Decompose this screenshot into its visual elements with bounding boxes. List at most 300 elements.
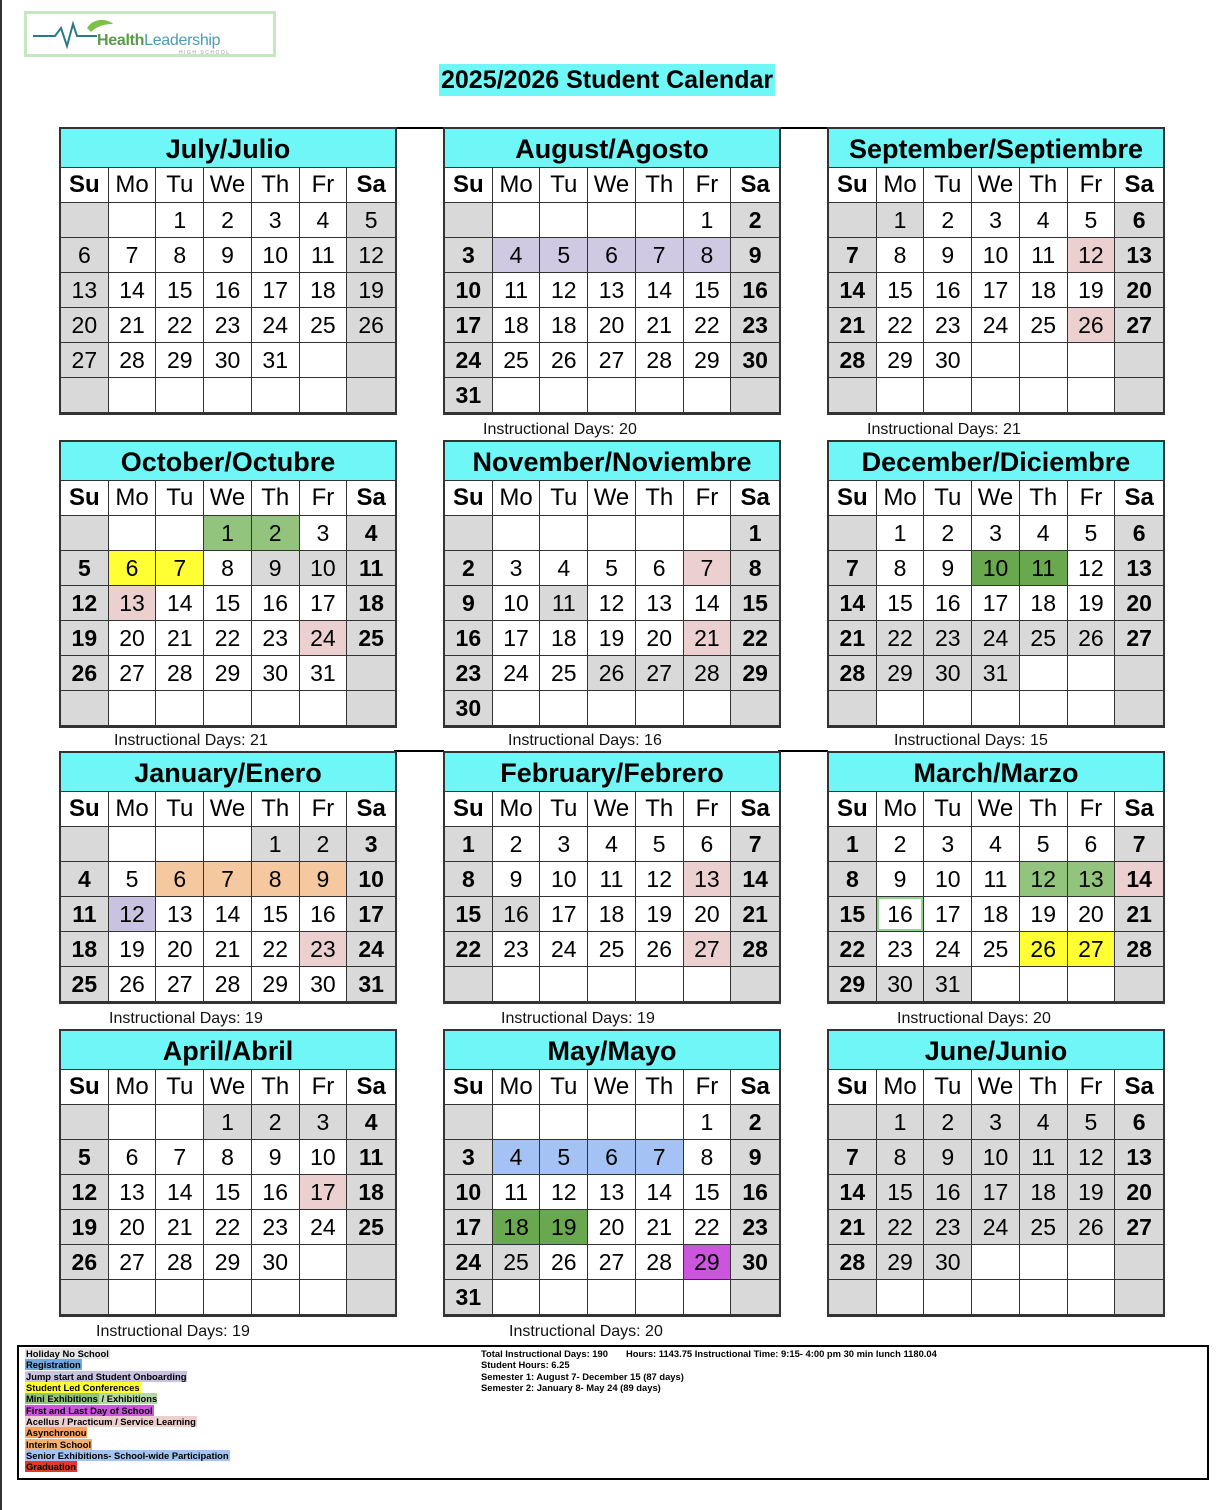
day-cell: 6 bbox=[588, 238, 636, 273]
day-cell: 15 bbox=[877, 586, 925, 621]
month-calendar bbox=[443, 751, 781, 1004]
day-cell: 24 bbox=[972, 621, 1020, 656]
empty-day-cell bbox=[684, 691, 732, 726]
legend-item-jumpstart bbox=[25, 1371, 230, 1382]
day-cell: 18 bbox=[347, 1175, 395, 1210]
day-cell: 18 bbox=[1020, 1175, 1068, 1210]
empty-day-cell bbox=[109, 827, 157, 862]
day-cell: 15 bbox=[204, 1175, 252, 1210]
day-cell: 28 bbox=[204, 967, 252, 1002]
empty-day-cell bbox=[347, 1245, 395, 1280]
day-cell: 25 bbox=[493, 343, 541, 378]
day-cell: 26 bbox=[347, 308, 395, 343]
day-cell: 4 bbox=[1020, 1105, 1068, 1140]
weekday-header: Sa bbox=[1115, 792, 1163, 827]
weekday-header: Su bbox=[445, 168, 493, 203]
day-cell: 16 bbox=[924, 1175, 972, 1210]
day-cell: 16 bbox=[731, 273, 779, 308]
month-calendar bbox=[827, 1029, 1165, 1317]
empty-day-cell bbox=[204, 691, 252, 726]
empty-day-cell bbox=[1020, 1245, 1068, 1280]
day-cell: 11 bbox=[972, 862, 1020, 897]
empty-day-cell bbox=[445, 1105, 493, 1140]
day-cell: 14 bbox=[829, 273, 877, 308]
month-day-grid bbox=[445, 481, 779, 726]
instructional-days-august: Instructional Days: 20 bbox=[483, 421, 637, 438]
weekday-header: Su bbox=[61, 1070, 109, 1105]
divider-line bbox=[778, 127, 828, 129]
day-cell: 22 bbox=[204, 621, 252, 656]
day-cell: 24 bbox=[445, 343, 493, 378]
empty-day-cell bbox=[829, 203, 877, 238]
day-cell: 4 bbox=[61, 862, 109, 897]
weekday-header: Sa bbox=[731, 168, 779, 203]
weekday-header: Su bbox=[829, 792, 877, 827]
month-calendar bbox=[827, 127, 1165, 415]
day-cell: 3 bbox=[300, 516, 348, 551]
empty-day-cell bbox=[972, 967, 1020, 1002]
weekday-header: Th bbox=[636, 792, 684, 827]
day-cell: 29 bbox=[252, 967, 300, 1002]
day-cell: 3 bbox=[972, 1105, 1020, 1140]
day-cell: 26 bbox=[61, 656, 109, 691]
empty-day-cell bbox=[1068, 1280, 1116, 1315]
day-cell: 27 bbox=[636, 656, 684, 691]
day-cell: 17 bbox=[300, 1175, 348, 1210]
day-cell: 21 bbox=[829, 621, 877, 656]
day-cell: 19 bbox=[109, 932, 157, 967]
empty-day-cell bbox=[252, 1280, 300, 1315]
weekday-header: Fr bbox=[684, 481, 732, 516]
empty-day-cell bbox=[829, 516, 877, 551]
weekday-header: Su bbox=[445, 481, 493, 516]
day-cell: 25 bbox=[347, 1210, 395, 1245]
day-cell: 3 bbox=[445, 1140, 493, 1175]
day-cell: 2 bbox=[924, 516, 972, 551]
logo-brand-health: Health bbox=[97, 32, 145, 49]
day-cell: 2 bbox=[924, 1105, 972, 1140]
weekday-header: Tu bbox=[156, 481, 204, 516]
legend-info bbox=[481, 1348, 937, 1394]
day-cell: 18 bbox=[540, 621, 588, 656]
month-day-grid bbox=[61, 1070, 395, 1315]
empty-day-cell bbox=[61, 378, 109, 413]
day-cell: 16 bbox=[204, 273, 252, 308]
day-cell: 25 bbox=[1020, 308, 1068, 343]
day-cell: 9 bbox=[877, 862, 925, 897]
empty-day-cell bbox=[540, 203, 588, 238]
day-cell: 5 bbox=[1020, 827, 1068, 862]
day-cell: 24 bbox=[300, 621, 348, 656]
weekday-header: Th bbox=[636, 1070, 684, 1105]
empty-day-cell bbox=[1068, 378, 1116, 413]
legend-item-senior-exhibitions bbox=[25, 1450, 230, 1461]
weekday-header: Fr bbox=[300, 1070, 348, 1105]
day-cell: 1 bbox=[684, 203, 732, 238]
weekday-header: Sa bbox=[347, 168, 395, 203]
legend-label: Interim School bbox=[26, 1438, 92, 1450]
weekday-header: Fr bbox=[1068, 792, 1116, 827]
day-cell: 23 bbox=[252, 1210, 300, 1245]
day-cell: 7 bbox=[684, 551, 732, 586]
month-title: May/Mayo bbox=[445, 1031, 779, 1070]
weekday-header: Th bbox=[636, 168, 684, 203]
day-cell: 26 bbox=[109, 967, 157, 1002]
day-cell: 13 bbox=[636, 586, 684, 621]
day-cell: 12 bbox=[109, 897, 157, 932]
empty-day-cell bbox=[540, 691, 588, 726]
day-cell: 20 bbox=[109, 1210, 157, 1245]
day-cell: 3 bbox=[924, 827, 972, 862]
day-cell: 26 bbox=[1068, 1210, 1116, 1245]
day-cell: 10 bbox=[972, 551, 1020, 586]
day-cell: 16 bbox=[924, 586, 972, 621]
day-cell: 6 bbox=[109, 551, 157, 586]
empty-day-cell bbox=[731, 1280, 779, 1315]
month-title: August/Agosto bbox=[445, 129, 779, 168]
day-cell: 1 bbox=[684, 1105, 732, 1140]
day-cell: 21 bbox=[156, 1210, 204, 1245]
day-cell: 24 bbox=[300, 1210, 348, 1245]
day-cell: 29 bbox=[829, 967, 877, 1002]
empty-day-cell bbox=[109, 691, 157, 726]
legend-item-graduation bbox=[25, 1461, 230, 1472]
day-cell: 3 bbox=[445, 238, 493, 273]
logo-subtitle: HIGH SCHOOL bbox=[179, 50, 231, 56]
empty-day-cell bbox=[731, 691, 779, 726]
month-title: June/Junio bbox=[829, 1031, 1163, 1070]
day-cell: 25 bbox=[300, 308, 348, 343]
empty-day-cell bbox=[347, 343, 395, 378]
day-cell: 25 bbox=[540, 656, 588, 691]
day-cell: 18 bbox=[1020, 586, 1068, 621]
day-cell: 10 bbox=[972, 238, 1020, 273]
day-cell: 31 bbox=[300, 656, 348, 691]
day-cell: 20 bbox=[588, 1210, 636, 1245]
day-cell: 14 bbox=[731, 862, 779, 897]
empty-day-cell bbox=[445, 203, 493, 238]
day-cell: 18 bbox=[540, 308, 588, 343]
empty-day-cell bbox=[1115, 378, 1163, 413]
day-cell: 8 bbox=[445, 862, 493, 897]
day-cell: 19 bbox=[540, 1210, 588, 1245]
day-cell: 15 bbox=[156, 273, 204, 308]
empty-day-cell bbox=[540, 967, 588, 1002]
empty-day-cell bbox=[493, 1280, 541, 1315]
month-calendar bbox=[59, 1029, 397, 1317]
day-cell: 17 bbox=[445, 308, 493, 343]
day-cell: 8 bbox=[204, 1140, 252, 1175]
day-cell: 16 bbox=[300, 897, 348, 932]
day-cell: 28 bbox=[109, 343, 157, 378]
day-cell: 9 bbox=[731, 238, 779, 273]
day-cell: 29 bbox=[731, 656, 779, 691]
day-cell: 29 bbox=[877, 1245, 925, 1280]
day-cell: 27 bbox=[1068, 932, 1116, 967]
day-cell: 31 bbox=[445, 1280, 493, 1315]
month-day-grid bbox=[829, 168, 1163, 413]
empty-day-cell bbox=[61, 1105, 109, 1140]
empty-day-cell bbox=[731, 378, 779, 413]
weekday-header: Mo bbox=[493, 792, 541, 827]
day-cell: 15 bbox=[829, 897, 877, 932]
day-cell: 16 bbox=[877, 897, 925, 932]
day-cell: 23 bbox=[204, 308, 252, 343]
day-cell: 8 bbox=[877, 551, 925, 586]
day-cell: 4 bbox=[493, 238, 541, 273]
month-calendar bbox=[443, 127, 781, 415]
empty-day-cell bbox=[636, 203, 684, 238]
day-cell: 1 bbox=[829, 827, 877, 862]
day-cell: 4 bbox=[300, 203, 348, 238]
day-cell: 29 bbox=[684, 343, 732, 378]
weekday-header: Mo bbox=[493, 1070, 541, 1105]
weekday-header: Mo bbox=[109, 168, 157, 203]
day-cell: 24 bbox=[347, 932, 395, 967]
day-cell: 2 bbox=[252, 1105, 300, 1140]
empty-day-cell bbox=[493, 516, 541, 551]
day-cell: 10 bbox=[252, 238, 300, 273]
day-cell: 3 bbox=[493, 551, 541, 586]
day-cell: 30 bbox=[252, 656, 300, 691]
semester-1: Semester 1: August 7- December 15 (87 days) bbox=[481, 1370, 684, 1382]
weekday-header: Sa bbox=[731, 792, 779, 827]
weekday-header: Sa bbox=[1115, 168, 1163, 203]
day-cell: 23 bbox=[445, 656, 493, 691]
day-cell: 25 bbox=[1020, 621, 1068, 656]
day-cell: 18 bbox=[347, 586, 395, 621]
day-cell: 3 bbox=[300, 1105, 348, 1140]
logo-brand-leadership: Leadership bbox=[144, 32, 221, 49]
day-cell: 31 bbox=[252, 343, 300, 378]
legend-item-conferences bbox=[25, 1382, 230, 1393]
weekday-header: We bbox=[588, 168, 636, 203]
day-cell: 16 bbox=[252, 1175, 300, 1210]
weekday-header: Mo bbox=[877, 792, 925, 827]
empty-day-cell bbox=[684, 516, 732, 551]
empty-day-cell bbox=[829, 378, 877, 413]
weekday-header: Fr bbox=[684, 1070, 732, 1105]
month-title: April/Abril bbox=[61, 1031, 395, 1070]
day-cell: 22 bbox=[445, 932, 493, 967]
day-cell: 14 bbox=[636, 1175, 684, 1210]
day-cell: 27 bbox=[1115, 1210, 1163, 1245]
day-cell: 17 bbox=[972, 586, 1020, 621]
day-cell: 24 bbox=[972, 1210, 1020, 1245]
month-calendar bbox=[59, 751, 397, 1004]
day-cell: 12 bbox=[1068, 238, 1116, 273]
empty-day-cell bbox=[1020, 656, 1068, 691]
day-cell: 28 bbox=[829, 1245, 877, 1280]
day-cell: 20 bbox=[1115, 273, 1163, 308]
page-border bbox=[0, 0, 2, 1510]
day-cell: 9 bbox=[924, 238, 972, 273]
weekday-header: We bbox=[204, 168, 252, 203]
day-cell: 4 bbox=[540, 551, 588, 586]
weekday-header: Th bbox=[1020, 481, 1068, 516]
day-cell: 19 bbox=[61, 621, 109, 656]
weekday-header: Sa bbox=[347, 792, 395, 827]
empty-day-cell bbox=[972, 1280, 1020, 1315]
weekday-header: Sa bbox=[731, 481, 779, 516]
empty-day-cell bbox=[1068, 1245, 1116, 1280]
day-cell: 6 bbox=[636, 551, 684, 586]
empty-day-cell bbox=[588, 378, 636, 413]
empty-day-cell bbox=[924, 1280, 972, 1315]
day-cell: 22 bbox=[156, 308, 204, 343]
empty-day-cell bbox=[540, 1280, 588, 1315]
empty-day-cell bbox=[1068, 691, 1116, 726]
day-cell: 1 bbox=[204, 1105, 252, 1140]
empty-day-cell bbox=[300, 1245, 348, 1280]
empty-day-cell bbox=[300, 1280, 348, 1315]
school-logo bbox=[24, 11, 276, 57]
empty-day-cell bbox=[493, 1105, 541, 1140]
instructional-days-may: Instructional Days: 20 bbox=[509, 1323, 663, 1340]
day-cell: 1 bbox=[877, 203, 925, 238]
instructional-days-december: Instructional Days: 15 bbox=[894, 732, 1048, 749]
empty-day-cell bbox=[588, 1105, 636, 1140]
day-cell: 14 bbox=[156, 1175, 204, 1210]
day-cell: 27 bbox=[109, 656, 157, 691]
month-day-grid bbox=[61, 481, 395, 726]
empty-day-cell bbox=[636, 378, 684, 413]
weekday-header: We bbox=[972, 481, 1020, 516]
day-cell: 25 bbox=[972, 932, 1020, 967]
day-cell: 4 bbox=[1020, 203, 1068, 238]
empty-day-cell bbox=[1115, 1280, 1163, 1315]
day-cell: 22 bbox=[829, 932, 877, 967]
empty-day-cell bbox=[347, 1280, 395, 1315]
empty-day-cell bbox=[829, 1105, 877, 1140]
month-calendar bbox=[827, 440, 1165, 728]
empty-day-cell bbox=[1115, 1245, 1163, 1280]
day-cell: 7 bbox=[1115, 827, 1163, 862]
day-cell: 14 bbox=[636, 273, 684, 308]
day-cell: 28 bbox=[1115, 932, 1163, 967]
day-cell: 25 bbox=[61, 967, 109, 1002]
day-cell: 13 bbox=[1115, 551, 1163, 586]
weekday-header: Fr bbox=[1068, 168, 1116, 203]
day-cell: 4 bbox=[972, 827, 1020, 862]
day-cell: 2 bbox=[731, 203, 779, 238]
empty-day-cell bbox=[109, 1280, 157, 1315]
day-cell: 19 bbox=[588, 621, 636, 656]
empty-day-cell bbox=[972, 1245, 1020, 1280]
day-cell: 16 bbox=[252, 586, 300, 621]
month-day-grid bbox=[829, 481, 1163, 726]
weekday-header: Tu bbox=[156, 1070, 204, 1105]
empty-day-cell bbox=[204, 1280, 252, 1315]
weekday-header: Th bbox=[252, 1070, 300, 1105]
day-cell: 27 bbox=[156, 967, 204, 1002]
day-cell: 1 bbox=[156, 203, 204, 238]
empty-day-cell bbox=[829, 691, 877, 726]
day-cell: 6 bbox=[1115, 203, 1163, 238]
day-cell: 9 bbox=[924, 1140, 972, 1175]
empty-day-cell bbox=[829, 1280, 877, 1315]
empty-day-cell bbox=[684, 967, 732, 1002]
day-cell: 11 bbox=[540, 586, 588, 621]
day-cell: 26 bbox=[1068, 621, 1116, 656]
day-cell: 13 bbox=[1115, 238, 1163, 273]
empty-day-cell bbox=[445, 516, 493, 551]
day-cell: 19 bbox=[1020, 897, 1068, 932]
day-cell: 17 bbox=[972, 1175, 1020, 1210]
empty-day-cell bbox=[109, 1105, 157, 1140]
day-cell: 9 bbox=[252, 551, 300, 586]
day-cell: 29 bbox=[877, 656, 925, 691]
month-title: March/Marzo bbox=[829, 753, 1163, 792]
day-cell: 15 bbox=[731, 586, 779, 621]
month-day-grid bbox=[829, 792, 1163, 1002]
day-cell: 28 bbox=[156, 1245, 204, 1280]
day-cell: 21 bbox=[1115, 897, 1163, 932]
day-cell: 18 bbox=[972, 897, 1020, 932]
day-cell: 12 bbox=[61, 1175, 109, 1210]
day-cell: 28 bbox=[156, 656, 204, 691]
day-cell: 5 bbox=[1068, 1105, 1116, 1140]
empty-day-cell bbox=[1068, 967, 1116, 1002]
empty-day-cell bbox=[204, 827, 252, 862]
day-cell: 29 bbox=[204, 656, 252, 691]
day-cell: 11 bbox=[300, 238, 348, 273]
legend-item-asynchronous bbox=[25, 1427, 230, 1438]
weekday-header: We bbox=[972, 168, 1020, 203]
weekday-header: Fr bbox=[300, 481, 348, 516]
legend-label: Acellus / Practicum / Service Learning bbox=[26, 1416, 196, 1428]
day-cell: 7 bbox=[829, 238, 877, 273]
instructional-days-november: Instructional Days: 16 bbox=[508, 732, 662, 749]
legend-info-line-1 bbox=[481, 1348, 937, 1359]
day-cell: 3 bbox=[972, 516, 1020, 551]
empty-day-cell bbox=[156, 378, 204, 413]
legend-list bbox=[25, 1348, 230, 1473]
empty-day-cell bbox=[636, 691, 684, 726]
day-cell: 10 bbox=[445, 273, 493, 308]
day-cell: 21 bbox=[109, 308, 157, 343]
weekday-header: Sa bbox=[731, 1070, 779, 1105]
total-instructional-days: Total Instructional Days: 190 bbox=[481, 1348, 608, 1359]
day-cell: 18 bbox=[1020, 273, 1068, 308]
day-cell: 3 bbox=[540, 827, 588, 862]
day-cell: 14 bbox=[684, 586, 732, 621]
empty-day-cell bbox=[636, 1105, 684, 1140]
day-cell: 13 bbox=[109, 586, 157, 621]
day-cell: 2 bbox=[877, 827, 925, 862]
day-cell: 26 bbox=[540, 343, 588, 378]
month-title: September/Septiembre bbox=[829, 129, 1163, 168]
weekday-header: Mo bbox=[109, 792, 157, 827]
legend-label: / Exhibitions bbox=[98, 1393, 158, 1405]
day-cell: 14 bbox=[829, 1175, 877, 1210]
day-cell: 12 bbox=[588, 586, 636, 621]
day-cell: 22 bbox=[684, 308, 732, 343]
empty-day-cell bbox=[1020, 967, 1068, 1002]
day-cell: 22 bbox=[877, 308, 925, 343]
day-cell: 16 bbox=[445, 621, 493, 656]
day-cell: 17 bbox=[972, 273, 1020, 308]
day-cell: 11 bbox=[347, 551, 395, 586]
day-cell: 7 bbox=[204, 862, 252, 897]
day-cell: 28 bbox=[829, 343, 877, 378]
empty-day-cell bbox=[109, 203, 157, 238]
empty-day-cell bbox=[1115, 343, 1163, 378]
day-cell: 22 bbox=[684, 1210, 732, 1245]
day-cell: 15 bbox=[204, 586, 252, 621]
day-cell: 13 bbox=[684, 862, 732, 897]
day-cell: 3 bbox=[347, 827, 395, 862]
